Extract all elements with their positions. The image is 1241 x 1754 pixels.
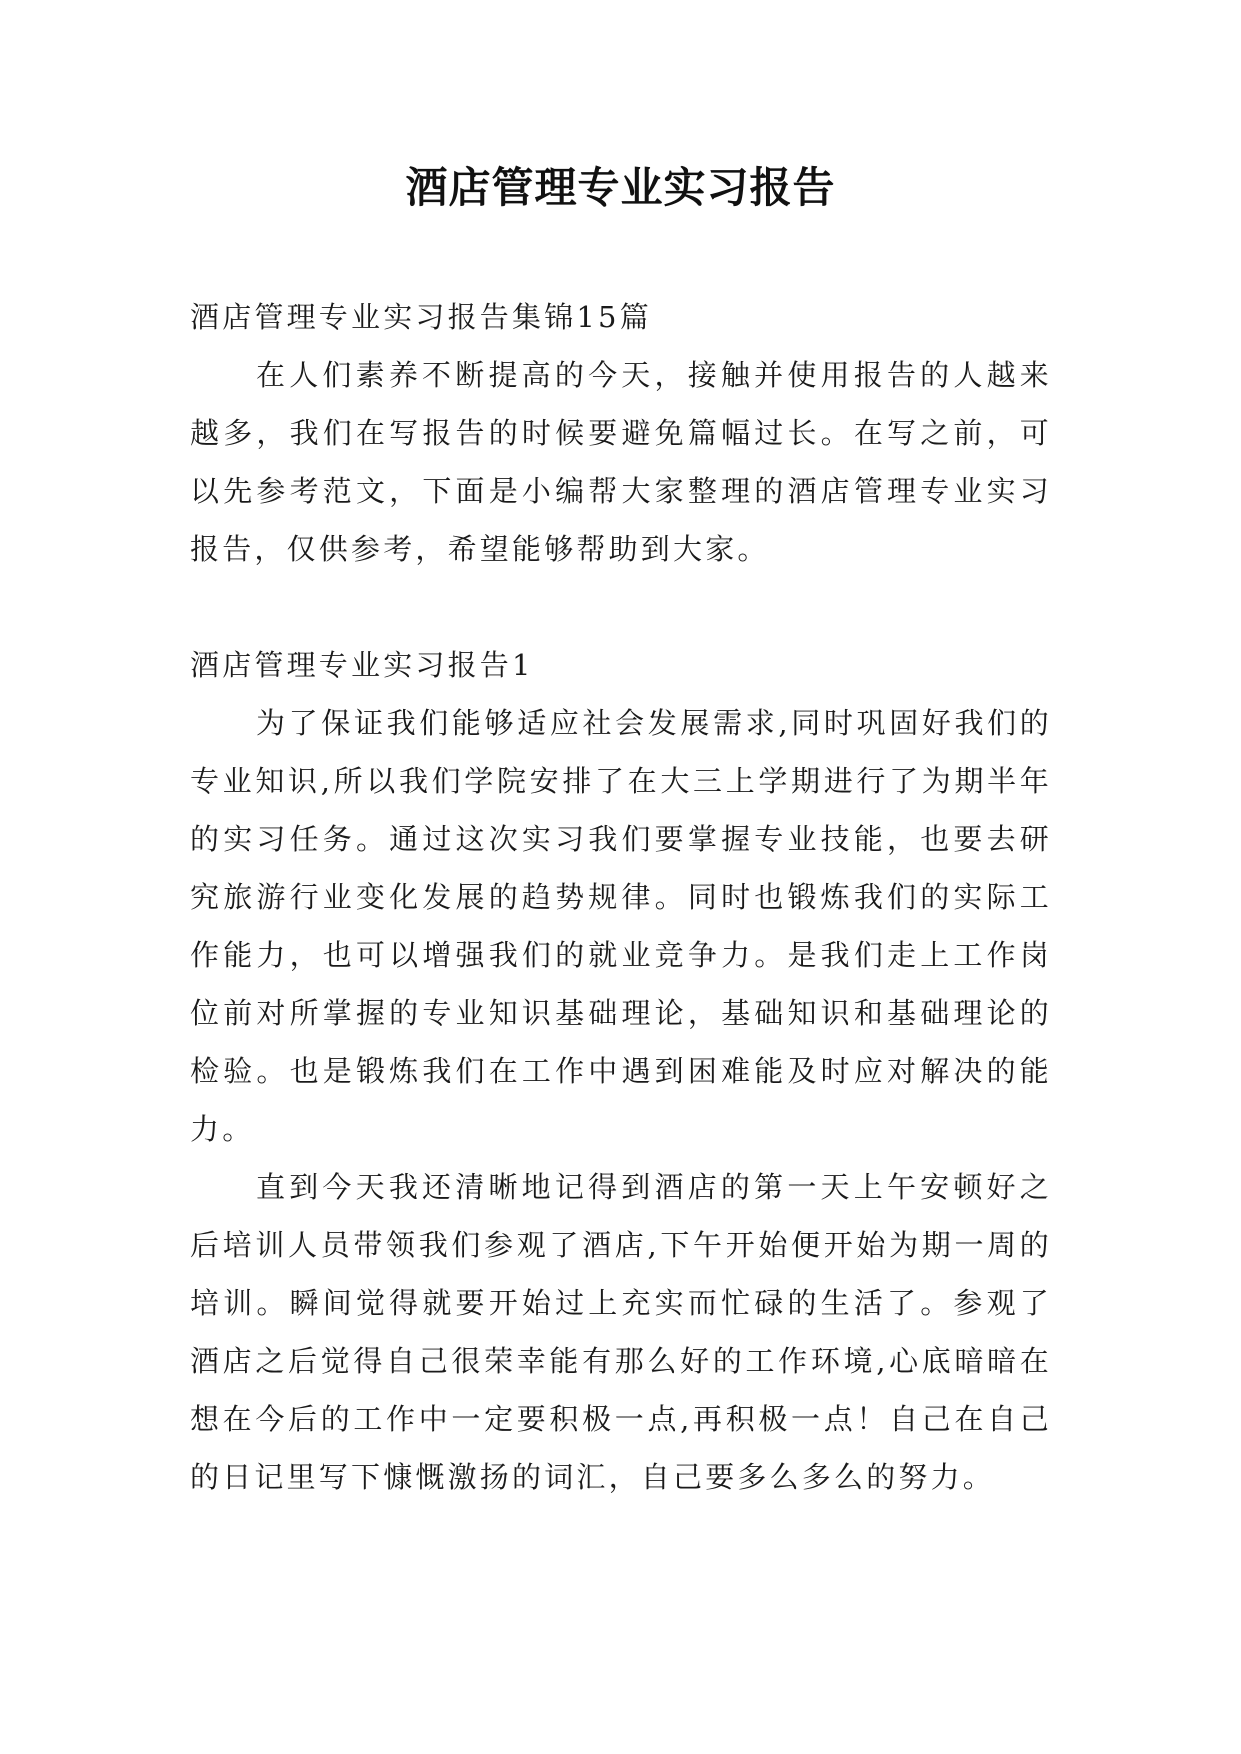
body-paragraph-1: 为了保证我们能够适应社会发展需求,同时巩固好我们的专业知识,所以我们学院安排了在大三上学期进行了为期半年的实习任务。通过这次实习我们要掌握专业技能，也要去研究旅游行业变化发展的趋势规律。同时也锻炼我们的实际工作能力，也可以增强我们的就业竞争力。是我们走上工作岗位前对所掌握的专业知识基础理论，基础知识和基础理论的检验。也是锻炼我们在工作中遇到困难能及时应对解决的能力。 — [190, 706, 1052, 1146]
intro-paragraph: 在人们素养不断提高的今天，接触并使用报告的人越来越多，我们在写报告的时候要避免篇幅过长。在写之前，可以先参考范文，下面是小编帮大家整理的酒店管理专业实习报告，仅供参考，希望能够帮助到大家。 — [190, 358, 1052, 566]
body-paragraph-2: 直到今天我还清晰地记得到酒店的第一天上午安顿好之后培训人员带领我们参观了酒店,下午开始便开始为期一周的培训。瞬间觉得就要开始过上充实而忙碌的生活了。参观了酒店之后觉得自己很荣幸能有那么好的工作环境,心底暗暗在想在今后的工作中一定要积极一点,再积极一点！自己在自己的日记里写下慷慨激扬的词汇，自己要多么多么的努力。 — [190, 1170, 1052, 1494]
section-spacer — [190, 578, 1052, 636]
document-title: 酒店管理专业实习报告 — [405, 163, 836, 212]
document-body — [190, 288, 1052, 1506]
section-heading: 酒店管理专业实习报告1 — [190, 648, 534, 682]
collection-heading: 酒店管理专业实习报告集锦15篇 — [190, 300, 652, 334]
